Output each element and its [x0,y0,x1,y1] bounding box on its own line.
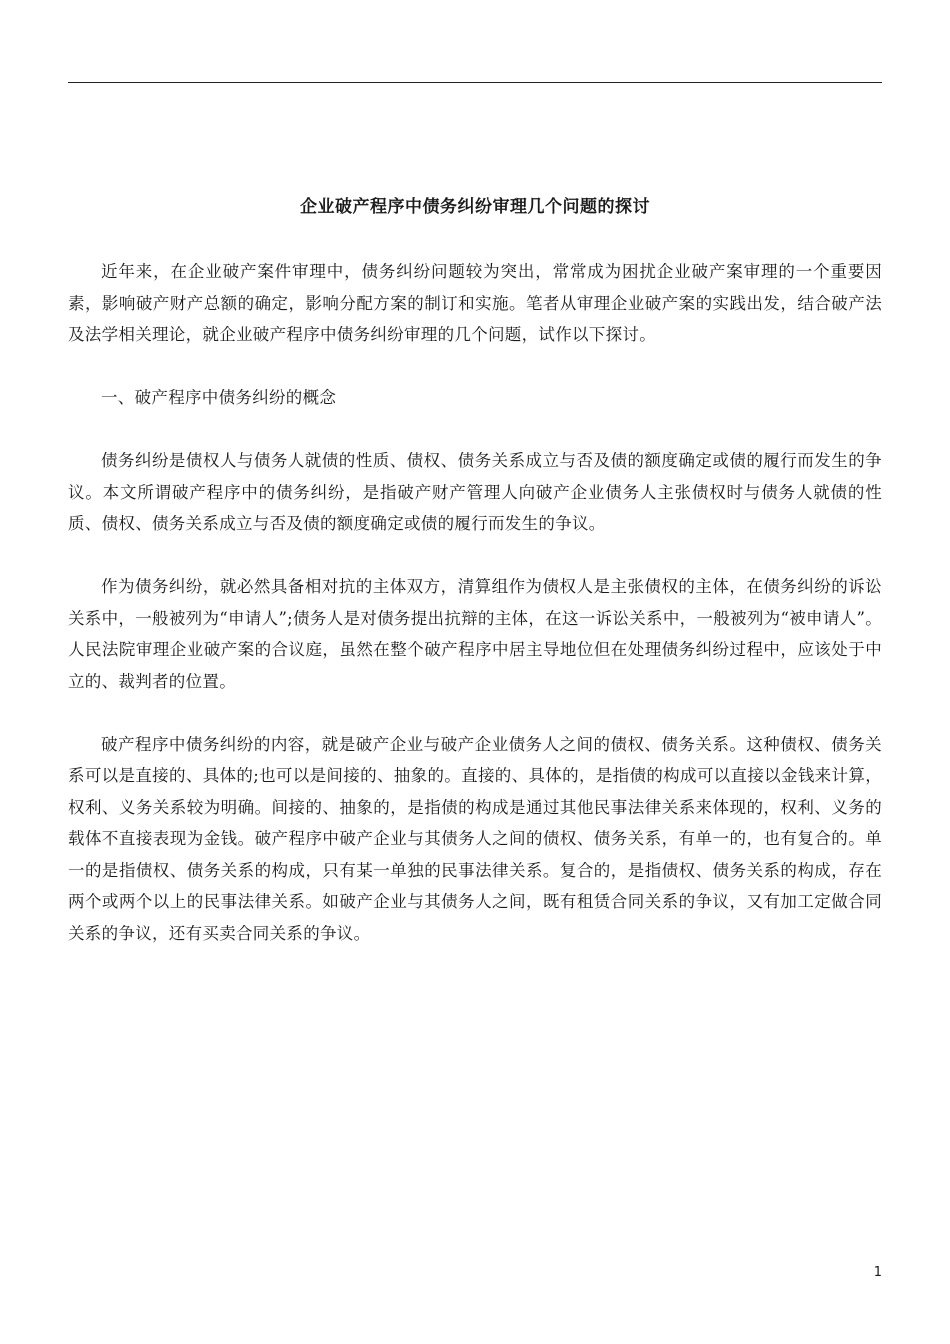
document-body [68,256,882,949]
paragraph-parties: 作为债务纠纷，就必然具备相对抗的主体双方，清算组作为债权人是主张债权的主体，在债务纠纷的诉讼关系中，一般被列为“申请人”;债务人是对债务提出抗辩的主体，在这一诉讼关系中，一般被列为“被申请人”。人民法院审理企业破产案的合议庭，虽然在整个破产程序中居主导地位但在处理债务纠纷过程中，应该处于中立的、裁判者的位置。 [68,577,882,691]
paragraph-intro: 近年来，在企业破产案件审理中，债务纠纷问题较为突出，常常成为困扰企业破产案审理的一个重要因素，影响破产财产总额的确定，影响分配方案的制订和实施。笔者从审理企业破产案的实践出发，结合破产法及法学相关理论，就企业破产程序中债务纠纷审理的几个问题，试作以下探讨。 [68,262,882,344]
section-heading-1: 一、破产程序中债务纠纷的概念 [101,388,337,407]
paragraph-content: 破产程序中债务纠纷的内容，就是破产企业与破产企业债务人之间的债权、债务关系。这种债权、债务关系可以是直接的、具体的;也可以是间接的、抽象的。直接的、具体的，是指债的构成可以直接以金钱来计算，权利、义务关系较为明确。间接的、抽象的，是指债的构成是通过其他民事法律关系来体现的，权利、义务的载体不直接表现为金钱。破产程序中破产企业与其债务人之间的债权、债务关系，有单一的，也有复合的。单一的是指债权、债务关系的构成，只有某一单独的民事法律关系。复合的，是指债权、债务关系的构成，存在两个或两个以上的民事法律关系。如破产企业与其债务人之间，既有租赁合同关系的争议，又有加工定做合同关系的争议，还有买卖合同关系的争议。 [68,734,882,943]
document-title: 企业破产程序中债务纠纷审理几个问题的探讨 [300,197,650,217]
paragraph-definition: 债务纠纷是债权人与债务人就债的性质、债权、债务关系成立与否及债的额度确定或债的履行而发生的争议。本文所谓破产程序中的债务纠纷，是指破产财产管理人向破产企业债务人主张债权时与债务人就债的性质、债权、债务关系成立与否及债的额度确定或债的履行而发生的争议。 [68,451,882,533]
header-rule [68,82,882,83]
page-number: 1 [873,1265,882,1280]
